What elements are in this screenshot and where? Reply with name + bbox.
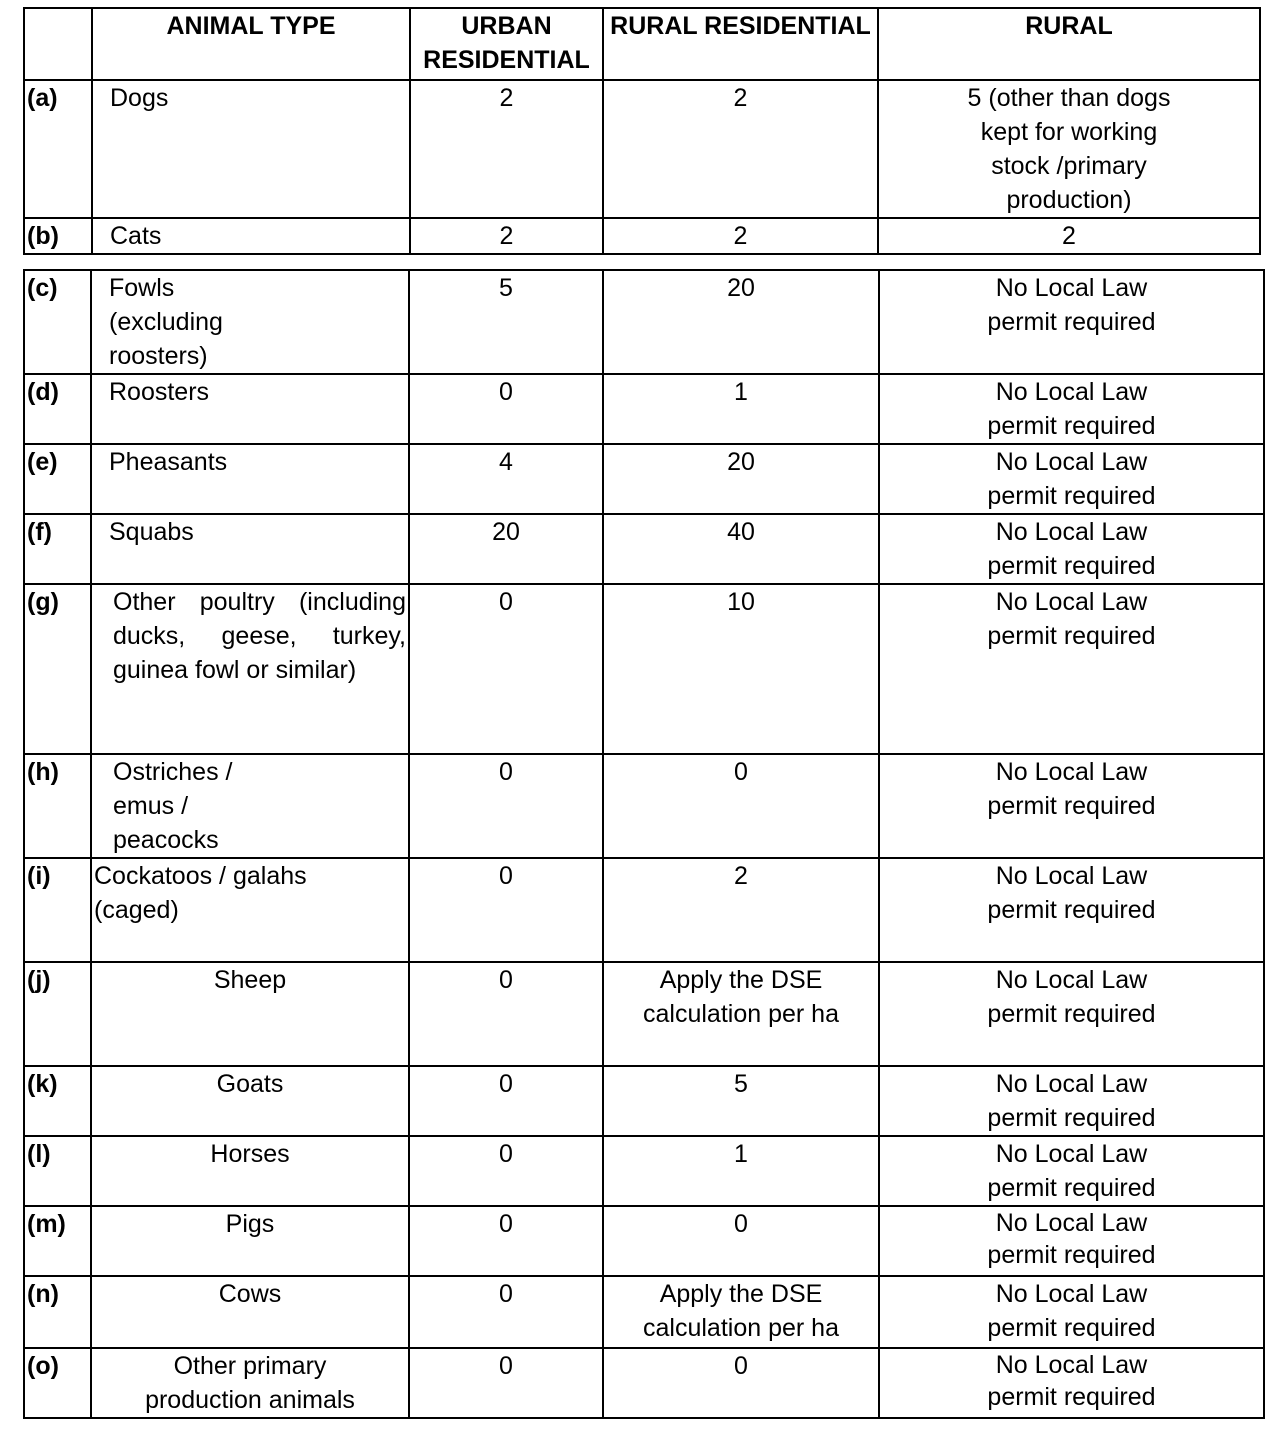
animal-type: Sheep — [91, 962, 409, 1066]
table-dogs-cats — [23, 7, 1261, 255]
rural-residential-limit: 0 — [603, 1348, 879, 1418]
rural-residential-limit: 5 — [603, 1066, 879, 1136]
table-row — [24, 514, 1264, 584]
header-urban-residential: URBAN RESIDENTIAL — [410, 8, 603, 80]
rural-limit: No Local Law permit required — [879, 1136, 1264, 1206]
row-letter: (a) — [24, 80, 92, 218]
row-letter: (o) — [24, 1348, 91, 1418]
table-row — [24, 80, 1260, 218]
rural-residential-limit: 1 — [603, 374, 879, 444]
rural-limit: No Local Law permit required — [879, 754, 1264, 858]
animal-type: Goats — [91, 1066, 409, 1136]
row-letter: (f) — [24, 514, 91, 584]
row-letter: (n) — [24, 1276, 91, 1348]
table-other-animals — [23, 269, 1265, 1419]
row-letter: (i) — [24, 858, 91, 962]
urban-residential-limit: 0 — [409, 1066, 603, 1136]
row-letter: (g) — [24, 584, 91, 754]
table-row — [24, 1348, 1264, 1418]
table-row — [24, 1136, 1264, 1206]
urban-residential-limit: 0 — [409, 1276, 603, 1348]
animal-type: Cats — [92, 218, 410, 254]
row-letter: (h) — [24, 754, 91, 858]
row-letter: (d) — [24, 374, 91, 444]
table-row — [24, 1276, 1264, 1348]
urban-residential-limit: 0 — [409, 1206, 603, 1276]
animal-type: Dogs — [92, 80, 410, 218]
rural-limit: No Local Law permit required — [879, 1276, 1264, 1348]
rural-residential-limit: 20 — [603, 270, 879, 374]
rural-residential-limit: 2 — [603, 858, 879, 962]
animal-type: Cows — [91, 1276, 409, 1348]
rural-limit: No Local Law permit required — [879, 962, 1264, 1066]
row-letter: (e) — [24, 444, 91, 514]
urban-residential-limit: 20 — [409, 514, 603, 584]
table-row — [24, 444, 1264, 514]
header-animal-type: ANIMAL TYPE — [92, 8, 410, 80]
animal-type: Other poultry (including ducks, geese, turkey, guinea fowl or similar) — [91, 584, 409, 754]
table-row — [24, 374, 1264, 444]
rural-residential-limit: 40 — [603, 514, 879, 584]
table-row — [24, 962, 1264, 1066]
table-row — [24, 754, 1264, 858]
rural-limit: No Local Law permit required — [879, 270, 1264, 374]
header-rural: RURAL — [878, 8, 1260, 80]
table-row — [24, 270, 1264, 374]
animal-type: Horses — [91, 1136, 409, 1206]
animal-type: Cockatoos / galahs (caged) — [91, 858, 409, 962]
animal-type: Ostriches / emus / peacocks — [91, 754, 409, 858]
header-letter — [24, 8, 92, 80]
urban-residential-limit: 0 — [409, 1348, 603, 1418]
table-row — [24, 858, 1264, 962]
rural-limit: No Local Law permit required — [879, 1206, 1264, 1276]
urban-residential-limit: 2 — [410, 218, 603, 254]
row-letter: (m) — [24, 1206, 91, 1276]
table-row — [24, 584, 1264, 754]
rural-limit: No Local Law permit required — [879, 584, 1264, 754]
urban-residential-limit: 0 — [409, 858, 603, 962]
animal-type: Pigs — [91, 1206, 409, 1276]
rural-residential-limit: 20 — [603, 444, 879, 514]
animal-type: Other primary production animals — [91, 1348, 409, 1418]
header-row — [24, 8, 1260, 80]
row-letter: (l) — [24, 1136, 91, 1206]
animal-type: Fowls (excluding roosters) — [91, 270, 409, 374]
urban-residential-limit: 0 — [409, 962, 603, 1066]
row-letter: (j) — [24, 962, 91, 1066]
rural-limit: No Local Law permit required — [879, 1066, 1264, 1136]
table-row — [24, 1206, 1264, 1276]
rural-limit: No Local Law permit required — [879, 1348, 1264, 1418]
row-letter: (b) — [24, 218, 92, 254]
table-row — [24, 1066, 1264, 1136]
urban-residential-limit: 0 — [409, 374, 603, 444]
urban-residential-limit: 0 — [409, 584, 603, 754]
animal-type: Squabs — [91, 514, 409, 584]
rural-residential-limit: 2 — [603, 218, 878, 254]
rural-limit: 5 (other than dogs kept for working stock /primary production) — [878, 80, 1260, 218]
rural-limit: 2 — [878, 218, 1260, 254]
rural-residential-limit: 10 — [603, 584, 879, 754]
urban-residential-limit: 2 — [410, 80, 603, 218]
row-letter: (k) — [24, 1066, 91, 1136]
header-rural-residential: RURAL RESIDENTIAL — [603, 8, 878, 80]
row-letter: (c) — [24, 270, 91, 374]
rural-limit: No Local Law permit required — [879, 374, 1264, 444]
rural-residential-limit: Apply the DSE calculation per ha — [603, 1276, 879, 1348]
urban-residential-limit: 4 — [409, 444, 603, 514]
rural-limit: No Local Law permit required — [879, 444, 1264, 514]
animal-type: Roosters — [91, 374, 409, 444]
rural-residential-limit: 1 — [603, 1136, 879, 1206]
urban-residential-limit: 5 — [409, 270, 603, 374]
rural-residential-limit: 2 — [603, 80, 878, 218]
animal-type: Pheasants — [91, 444, 409, 514]
rural-residential-limit: 0 — [603, 754, 879, 858]
rural-limit: No Local Law permit required — [879, 514, 1264, 584]
rural-limit: No Local Law permit required — [879, 858, 1264, 962]
urban-residential-limit: 0 — [409, 754, 603, 858]
rural-residential-limit: 0 — [603, 1206, 879, 1276]
urban-residential-limit: 0 — [409, 1136, 603, 1206]
table-row — [24, 218, 1260, 254]
rural-residential-limit: Apply the DSE calculation per ha — [603, 962, 879, 1066]
